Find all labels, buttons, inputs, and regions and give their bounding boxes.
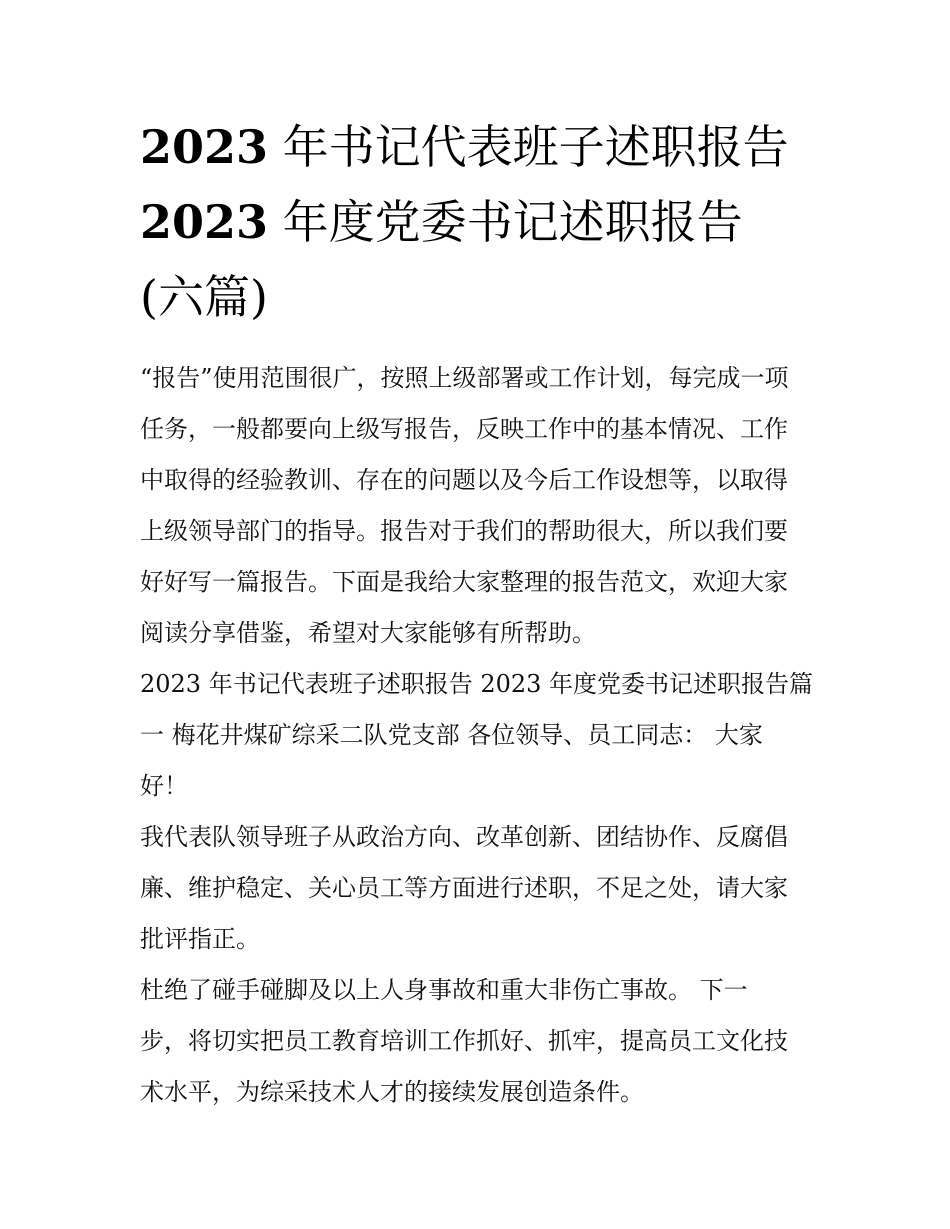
body-line: 阅读分享借鉴，希望对大家能够有所帮助。 (140, 619, 596, 647)
body-line: 术水平，为综采技术人才的接续发展创造条件。 (140, 1078, 644, 1106)
body-line: 批评指正。 (140, 925, 260, 953)
body-line: 中取得的经验教训、存在的问题以及今后工作设想等，以取得 (140, 466, 788, 494)
title-line (140, 260, 840, 335)
document-title (140, 110, 840, 335)
body-line: 廉、维护稳定、关心员工等方面进行述职，不足之处，请大家 (140, 874, 788, 902)
body-line: 步，将切实把员工教育培训工作抓好、抓牢，提高员工文化技 (140, 1027, 788, 1055)
title-year: 2023 (140, 195, 269, 249)
body-line: 好好写一篇报告。下面是我给大家整理的报告范文，欢迎大家 (140, 568, 788, 596)
title-text: 年度党委书记述职报告 (268, 195, 743, 249)
body-line: 杜绝了碰手碰脚及以上人身事故和重大非伤亡事故。 下一 (140, 976, 748, 1004)
body-line: 一 梅花井煤矿综采二队党支部 各位领导、员工同志： 大家 (140, 721, 763, 749)
body-line: 2023 年书记代表班子述职报告 2023 年度党委书记述职报告篇 (140, 670, 814, 698)
title-line (140, 185, 840, 260)
title-year: 2023 (140, 120, 269, 174)
body-line: 好！ (140, 772, 188, 800)
title-text: (六篇) (140, 270, 268, 324)
body-line: “报告”使用范围很广，按照上级部署或工作计划，每完成一项 (140, 364, 789, 392)
body-line: 上级领导部门的指导。报告对于我们的帮助很大，所以我们要 (140, 517, 788, 545)
body-line: 我代表队领导班子从政治方向、改革创新、团结协作、反腐倡 (140, 823, 788, 851)
body-line: 任务，一般都要向上级写报告，反映工作中的基本情况、工作 (140, 415, 788, 443)
title-text: 年书记代表班子述职报告 (268, 120, 789, 174)
document-body (140, 353, 820, 1118)
title-line (140, 110, 840, 185)
